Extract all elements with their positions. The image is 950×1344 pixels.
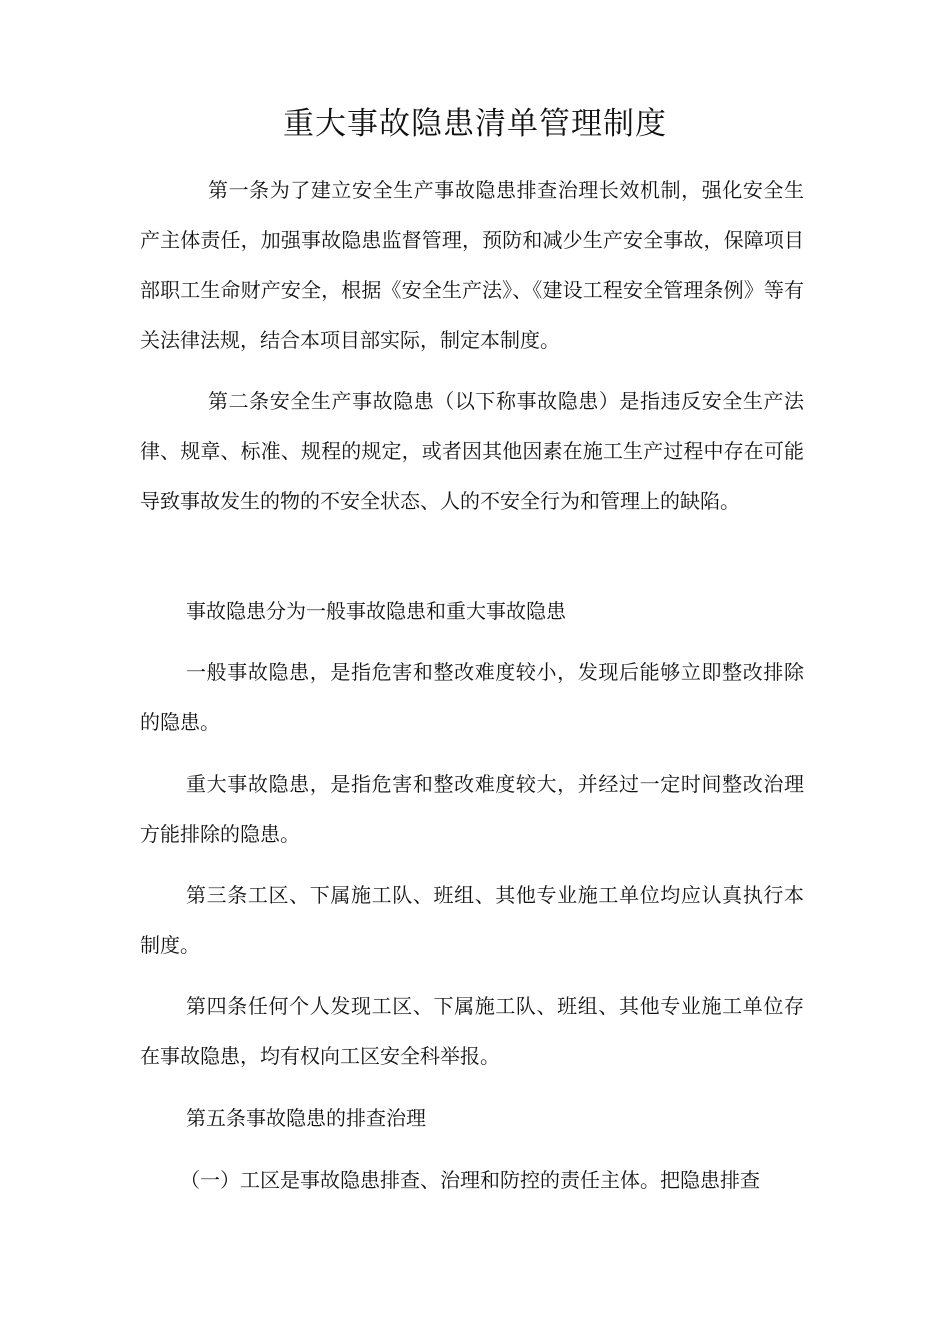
article-1-paragraph: 第一条为了建立安全生产事故隐患排查治理长效机制，强化安全生产主体责任，加强事故隐患监督管理，预防和减少生产安全事故，保障项目部职工生命财产安全，根据《安全生产法》、《建设工程安全管理条例》等有关法律法规，结合本项目部实际，制定本制度。 [140, 178, 804, 352]
article-5-item-1: （一）工区是事故隐患排查、治理和防控的责任主体。把隐患排查 [180, 1168, 760, 1192]
general-hazard-paragraph: 一般事故隐患，是指危害和整改难度较小，发现后能够立即整改排除的隐患。 [140, 660, 804, 734]
document-title: 重大事故隐患清单管理制度 [283, 106, 667, 142]
major-hazard-paragraph: 重大事故隐患，是指危害和整改难度较大，并经过一定时间整改治理方能排除的隐患。 [140, 772, 804, 846]
article-3-paragraph: 第三条工区、下属施工队、班组、其他专业施工单位均应认真执行本制度。 [140, 883, 804, 957]
hazard-classification-paragraph: 事故隐患分为一般事故隐患和重大事故隐患 [186, 599, 566, 623]
article-2-paragraph: 第二条安全生产事故隐患（以下称事故隐患）是指违反安全生产法律、规章、标准、规程的规定，或者因其他因素在施工生产过程中存在可能导致事故发生的物的不安全状态、人的不安全行为和管理上的缺陷。 [140, 389, 804, 513]
article-5-heading: 第五条事故隐患的排查治理 [186, 1106, 426, 1130]
article-4-paragraph: 第四条任何个人发现工区、下属施工队、班组、其他专业施工单位存在事故隐患，均有权向工区安全科举报。 [140, 994, 804, 1068]
